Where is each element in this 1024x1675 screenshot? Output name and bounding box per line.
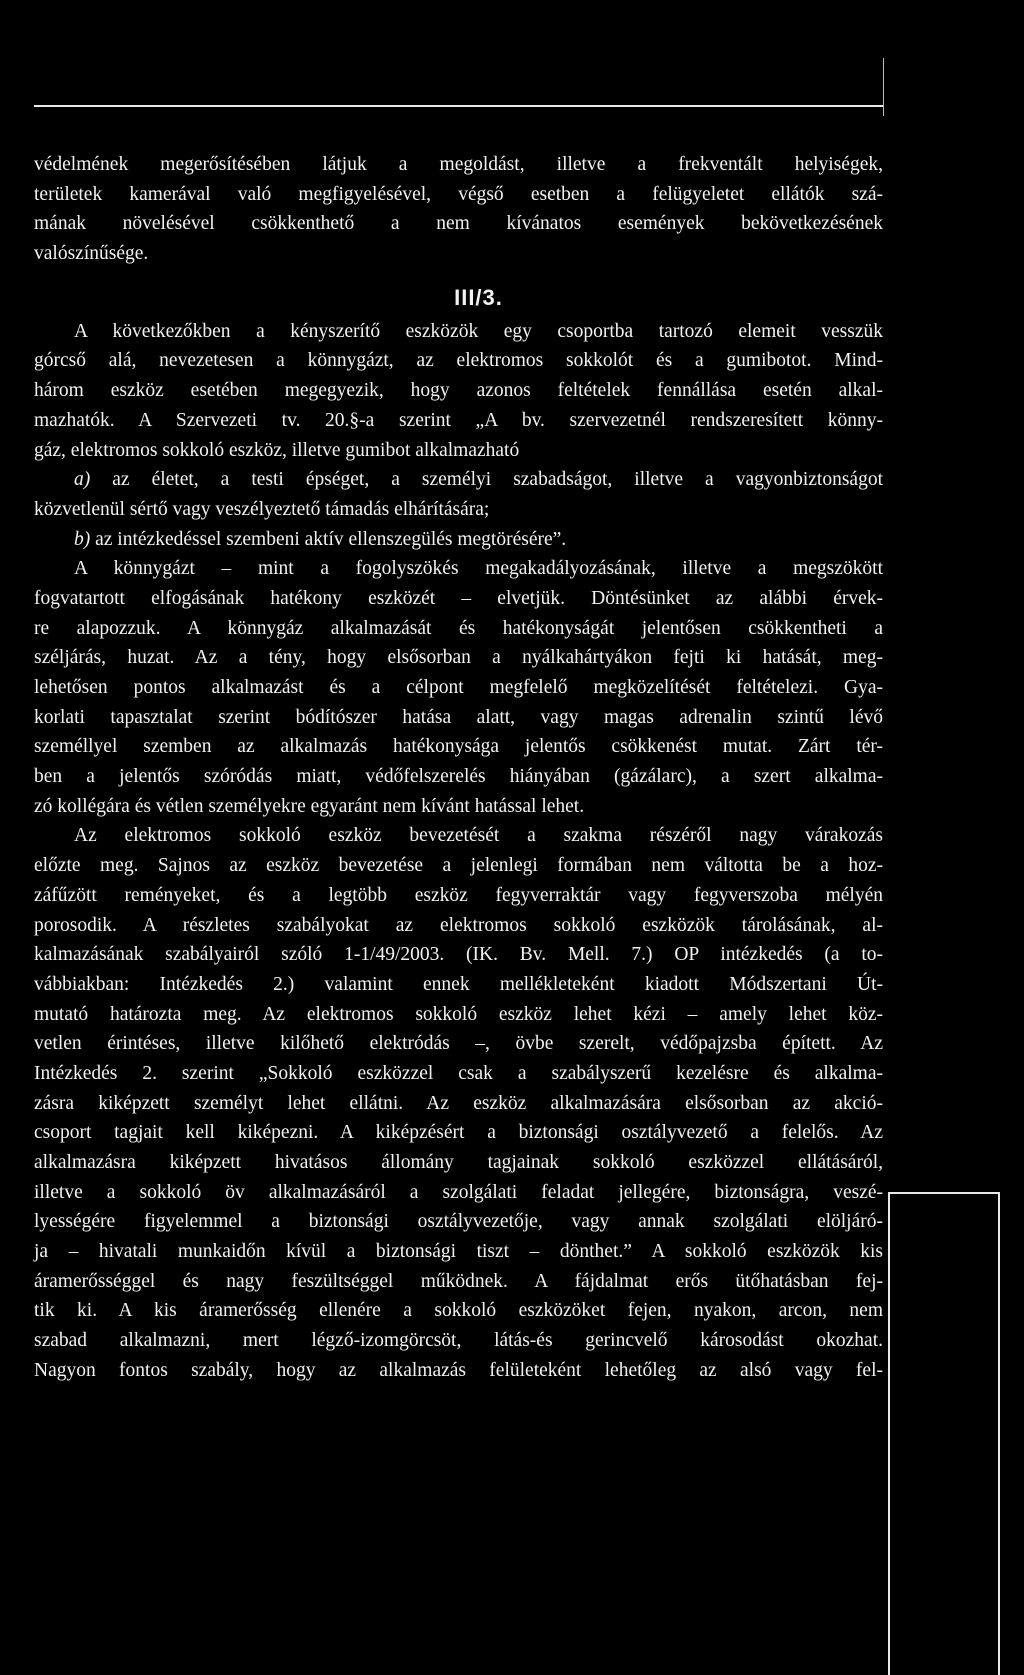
text-line: górcső alá, nevezetesen a könnygázt, az elektromos sokkolót és a gumibotot. Mind- [34,350,883,372]
margin-box [888,1192,1000,1675]
text-line: fogvatartott elfogásának hatékony eszközét – elvetjük. Döntésünket az alábbi érvek- [34,587,883,609]
list-marker-b: b) [74,528,91,550]
text-line: lyességére figyelemmel a biztonsági osztályvezetője, vagy annak szolgálati elöljáró- [34,1211,883,1233]
list-item-a [34,465,883,495]
text-line: csoport tagjait kell kiképezni. A kiképzésért a biztonsági osztályvezető a felelős. Az [34,1122,883,1144]
text-line: áramerősséggel és nagy feszültséggel működnek. A fájdalmat erős ütőhatásban fej- [34,1270,883,1292]
list-item-b [34,525,883,555]
text-line: zásra kiképzett személyt lehet ellátni. Az eszköz alkalmazására elsősorban az akció- [34,1092,883,1114]
text-line: mának növelésével csökkenthető a nem kívánatos események bekövetkezésének [34,213,883,235]
top-rule-tick [883,58,884,116]
text-line: Az elektromos sokkoló eszköz bevezetését a szakma részéről nagy várakozás [74,825,883,847]
section-heading [34,269,883,317]
text-line: gáz, elektromos sokkoló eszköz, illetve gumibot alkalmazható [34,439,520,461]
text-line: kalmazásának szabályairól szóló 1-1/49/2003. (IK. Bv. Mell. 7.) OP intézkedés (a to- [34,944,883,966]
text-line: lehetősen pontos alkalmazást és a célpont megfelelő megközelítését feltételezi. Gya- [34,677,883,698]
text-line: tik ki. A kis áramerősség ellenére a sokkoló eszközöket fejen, nyakon, arcon, nem [34,1300,883,1322]
list-marker-a: a) [74,469,91,491]
text-line: ja – hivatali munkaidőn kívül a biztonsági tiszt – dönthet.” A sokkoló eszközök kis [34,1241,883,1263]
list-item-b-text: az intézkedéssel szembeni aktív ellenszegülés megtörésére”. [95,528,567,550]
text-line: személlyel szemben az alkalmazás hatékonysága jelentős csökkenést mutat. Zárt tér- [34,736,883,758]
text-line: zó kollégára és vétlen személyekre egyaránt nem kívánt hatással lehet. [34,795,585,817]
text-line: valószínűsége. [34,243,149,265]
text-line: alkalmazásra kiképzett hivatásos állomány tagjainak sokkoló eszközzel ellátásáról, [34,1152,883,1173]
text-line: illetve a sokkoló öv alkalmazásáról a szolgálati feladat jellegére, biztonságra, veszé- [34,1181,883,1203]
text-line: védelmének megerősítésében látjuk a megoldást, illetve a frekventált helyiségek, [34,154,883,175]
text-line: záfűzött reményeket, és a legtöbb eszköz fegyverraktár vagy fegyverszoba mélyén [34,884,883,906]
text-line: előzte meg. Sajnos az eszköz bevezetése a jelenlegi formában nem váltotta be a hoz- [34,855,883,877]
text-line: A következőkben a kényszerítő eszközök egy csoportba tartozó elemeit vesszük [74,320,883,342]
text-line: széljárás, huzat. Az a tény, hogy elsősorban a nyálkahártyákon fejti ki hatását, meg- [34,647,883,669]
top-rule [34,105,883,107]
text-line: A könnygázt – mint a fogolyszökés megakadályozásának, illetve a megszökött [74,558,883,580]
text-line: területek kamerával való megfigyelésével, végső esetben a felügyeletet ellátók szá- [34,183,883,205]
text-line: vetlen érintéses, illetve kilőhető elektródás –, övbe szerelt, védőpajzsba épített. Az [34,1033,883,1055]
document-body [34,150,883,1386]
text-line: Nagyon fontos szabály, hogy az alkalmazás felületeként lehetőleg az alsó vagy fel- [34,1359,883,1381]
text-line: ben a jelentős szóródás miatt, védőfelszerelés hiányában (gázálarc), a szert alkalma- [34,766,883,788]
text-line: Intézkedés 2. szerint „Sokkoló eszközzel csak a szabályszerű kezelésre és alkalma- [34,1062,883,1084]
text-line: közvetlenül sértő vagy veszélyeztető támadás elhárítására; [34,498,490,520]
text-line: re alapozzuk. A könnygáz alkalmazását és hatékonyságát jelentősen csökkentheti a [34,617,883,639]
list-item-a-text: az életet, a testi épséget, a személyi szabadságot, illetve a vagyonbiztonságot [112,469,883,491]
text-line: mutató határozta meg. Az elektromos sokkoló eszköz lehet kézi – amely lehet köz- [34,1003,883,1025]
text-line: szabad alkalmazni, mert légző-izomgörcsöt, látás-és gerincvelő károsodást okozhat. [34,1330,883,1352]
text-line: porosodik. A részletes szabályokat az elektromos sokkoló eszközök tárolásának, al- [34,914,883,936]
text-line: korlati tapasztalat szerint bódítószer hatása alatt, vagy magas adrenalin szintű lévő [34,706,883,728]
section-heading-text: III/3. [454,284,503,310]
text-line: három eszköz esetében megegyezik, hogy azonos feltételek fennállása esetén alkal- [34,380,883,402]
text-line: vábbiakban: Intézkedés 2.) valamint ennek mellékleteként kiadott Módszertani Út- [34,973,883,995]
text-line: mazhatók. A Szervezeti tv. 20.§-a szerint „A bv. szervezetnél rendszeresített könny- [34,409,883,431]
